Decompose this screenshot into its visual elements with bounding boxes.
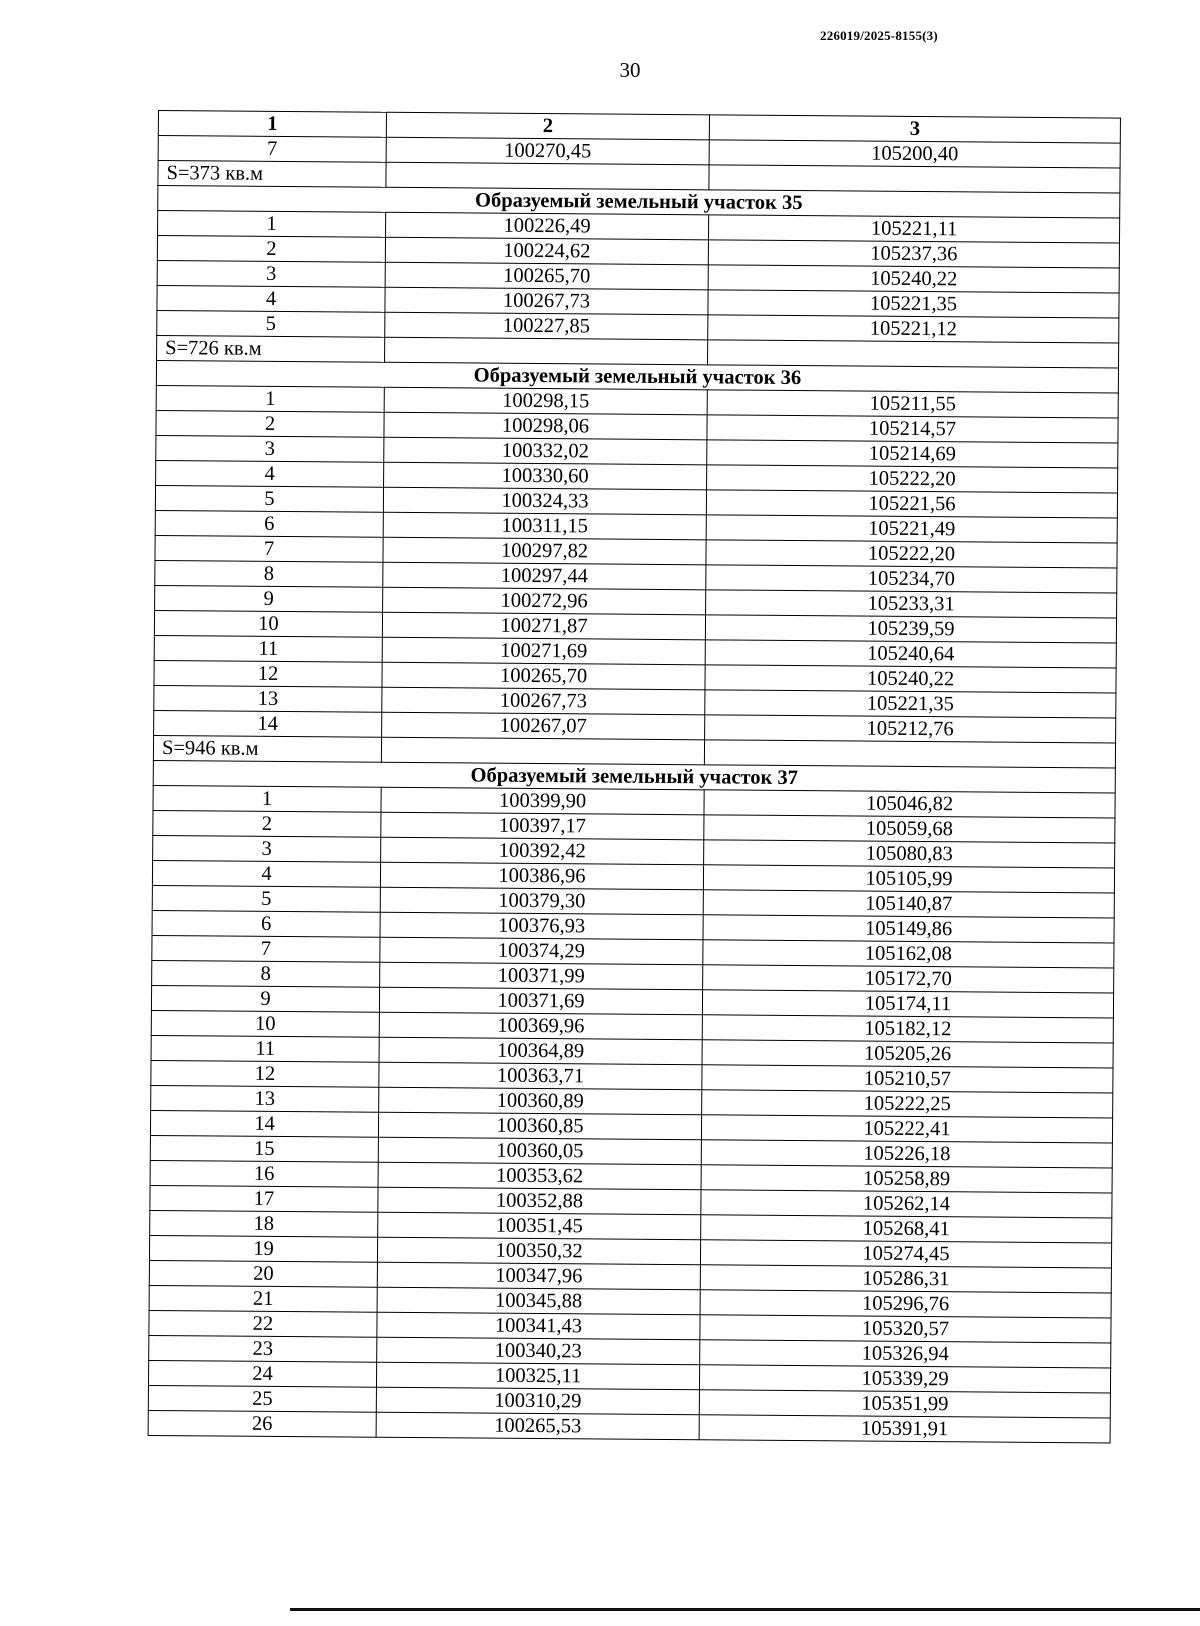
- point-number: 10: [154, 610, 382, 637]
- coordinate-y: 105200,40: [709, 140, 1120, 168]
- point-number: 22: [149, 1310, 377, 1337]
- point-number: 10: [151, 1010, 379, 1037]
- header-cell: 2: [386, 112, 709, 140]
- coordinate-x: 100374,29: [380, 937, 703, 965]
- coordinate-x: 100363,71: [379, 1062, 702, 1090]
- coordinate-x: 100386,96: [380, 862, 703, 890]
- coordinate-y: 105211,55: [707, 390, 1118, 418]
- coordinate-y: 105222,41: [701, 1115, 1112, 1143]
- point-number: 11: [154, 635, 382, 662]
- coordinate-y: 105339,29: [699, 1365, 1110, 1393]
- coordinate-y: 105172,70: [703, 965, 1114, 993]
- coordinate-y: 105222,20: [706, 540, 1117, 568]
- section-title: Образуемый земельный участок 35: [158, 186, 1120, 219]
- point-number: 4: [156, 460, 384, 487]
- coordinate-y: 105237,36: [708, 240, 1119, 268]
- coordinate-y: 105210,57: [702, 1065, 1113, 1093]
- document-number: 226019/2025-8155(3): [820, 28, 938, 43]
- coordinate-x: 100353,62: [378, 1162, 701, 1190]
- coordinate-x: 100226,49: [386, 212, 709, 240]
- coordinate-y: 105226,18: [701, 1140, 1112, 1168]
- coordinate-y: 105214,57: [707, 415, 1118, 443]
- point-number: 12: [151, 1060, 379, 1087]
- point-number: 5: [152, 885, 380, 912]
- empty-cell: [708, 340, 1119, 368]
- point-number: 26: [148, 1410, 376, 1437]
- coordinate-x: 100379,30: [380, 887, 703, 915]
- point-number: 19: [149, 1235, 377, 1262]
- point-number: 15: [150, 1135, 378, 1162]
- coordinate-y: 105140,87: [703, 890, 1114, 918]
- area-value: S=726 кв.м: [157, 335, 385, 362]
- bottom-rule: [290, 1608, 1200, 1611]
- point-number: 2: [153, 810, 381, 837]
- coordinate-x: 100397,17: [381, 812, 704, 840]
- coordinate-x: 100297,44: [383, 562, 706, 590]
- point-number: 5: [157, 310, 385, 337]
- point-number: 7: [158, 136, 386, 163]
- point-number: 8: [152, 960, 380, 987]
- point-number: 14: [154, 710, 382, 737]
- coordinate-x: 100265,53: [376, 1412, 699, 1440]
- coordinate-x: 100298,06: [384, 412, 707, 440]
- coordinate-y: 105174,11: [702, 990, 1113, 1018]
- coordinate-y: 105182,12: [702, 1015, 1113, 1043]
- coordinate-y: 105214,69: [707, 440, 1118, 468]
- empty-cell: [709, 165, 1120, 193]
- coordinate-y: 105286,31: [700, 1265, 1111, 1293]
- coordinate-x: 100271,87: [382, 612, 705, 640]
- coordinate-y: 105239,59: [705, 615, 1116, 643]
- coordinate-y: 105240,22: [708, 265, 1119, 293]
- coordinate-x: 100224,62: [385, 237, 708, 265]
- coordinate-x: 100311,15: [383, 512, 706, 540]
- point-number: 8: [155, 560, 383, 587]
- page-number: 30: [619, 58, 641, 82]
- coordinate-y: 105391,91: [699, 1415, 1110, 1443]
- point-number: 21: [149, 1285, 377, 1312]
- coordinate-y: 105351,99: [699, 1390, 1110, 1418]
- coordinate-y: 105274,45: [700, 1240, 1111, 1268]
- point-number: 23: [149, 1335, 377, 1362]
- point-number: 2: [157, 236, 385, 263]
- coordinate-y: 105268,41: [701, 1215, 1112, 1243]
- coordinate-y: 105149,86: [703, 915, 1114, 943]
- area-value: S=946 кв.м: [153, 735, 381, 762]
- coordinate-y: 105222,20: [707, 465, 1118, 493]
- point-number: 3: [157, 260, 385, 287]
- coordinate-x: 100267,07: [382, 712, 705, 740]
- coordinate-x: 100360,05: [378, 1137, 701, 1165]
- coordinate-x: 100392,42: [381, 837, 704, 865]
- coordinate-x: 100270,45: [386, 137, 709, 165]
- coordinate-x: 100352,88: [378, 1187, 701, 1215]
- coordinate-x: 100332,02: [384, 437, 707, 465]
- point-number: 6: [155, 510, 383, 537]
- coordinate-x: 100399,90: [381, 787, 704, 815]
- point-number: 16: [150, 1160, 378, 1187]
- point-number: 9: [155, 585, 383, 612]
- point-number: 14: [150, 1110, 378, 1137]
- coordinate-x: 100265,70: [385, 262, 708, 290]
- coordinate-y: 105240,64: [705, 640, 1116, 668]
- coordinate-y: 105222,25: [702, 1090, 1113, 1118]
- coordinate-x: 100341,43: [377, 1312, 700, 1340]
- coordinate-y: 105221,49: [706, 515, 1117, 543]
- coordinate-y: 105262,14: [701, 1190, 1112, 1218]
- empty-cell: [381, 737, 704, 765]
- coordinate-y: 105162,08: [703, 940, 1114, 968]
- point-number: 20: [149, 1260, 377, 1287]
- coordinate-x: 100227,85: [385, 312, 708, 340]
- point-number: 13: [154, 685, 382, 712]
- point-number: 3: [156, 435, 384, 462]
- coordinate-x: 100298,15: [384, 387, 707, 415]
- coordinate-x: 100340,23: [377, 1337, 700, 1365]
- point-number: 24: [148, 1360, 376, 1387]
- point-number: 18: [150, 1210, 378, 1237]
- coordinate-x: 100351,45: [378, 1212, 701, 1240]
- point-number: 7: [155, 535, 383, 562]
- point-number: 2: [156, 410, 384, 437]
- area-value: S=373 кв.м: [158, 161, 386, 188]
- empty-cell: [386, 162, 709, 190]
- coordinate-x: 100371,99: [380, 962, 703, 990]
- point-number: 6: [152, 910, 380, 937]
- coordinate-y: 105205,26: [702, 1040, 1113, 1068]
- empty-cell: [704, 740, 1115, 768]
- coordinate-y: 105105,99: [703, 865, 1114, 893]
- point-number: 25: [148, 1385, 376, 1412]
- coordinate-y: 105326,94: [700, 1340, 1111, 1368]
- point-number: 13: [151, 1085, 379, 1112]
- coordinate-y: 105046,82: [704, 790, 1115, 818]
- section-title: Образуемый земельный участок 36: [156, 360, 1118, 393]
- section-title: Образуемый земельный участок 37: [153, 760, 1115, 793]
- point-number: 11: [151, 1035, 379, 1062]
- point-number: 4: [152, 860, 380, 887]
- coordinates-table: [148, 110, 1121, 1444]
- coordinate-y: 105059,68: [704, 815, 1115, 843]
- point-number: 9: [151, 985, 379, 1012]
- point-number: 1: [156, 385, 384, 412]
- point-number: 1: [153, 785, 381, 812]
- point-number: 5: [155, 485, 383, 512]
- coordinate-x: 100376,93: [380, 912, 703, 940]
- coordinate-y: 105221,56: [706, 490, 1117, 518]
- coordinate-x: 100267,73: [382, 687, 705, 715]
- header-cell: 1: [158, 111, 386, 138]
- coordinate-x: 100371,69: [379, 987, 702, 1015]
- coordinate-y: 105221,35: [705, 690, 1116, 718]
- point-number: 1: [158, 211, 386, 238]
- empty-cell: [385, 337, 708, 365]
- point-number: 3: [153, 835, 381, 862]
- coordinate-x: 100267,73: [385, 287, 708, 315]
- coordinate-y: 105080,83: [704, 840, 1115, 868]
- coordinate-x: 100347,96: [377, 1262, 700, 1290]
- coordinate-x: 100325,11: [376, 1362, 699, 1390]
- coordinate-y: 105296,76: [700, 1290, 1111, 1318]
- coordinate-y: 105212,76: [705, 715, 1116, 743]
- point-number: 12: [154, 660, 382, 687]
- point-number: 4: [157, 285, 385, 312]
- coordinate-x: 100330,60: [384, 462, 707, 490]
- coordinate-y: 105258,89: [701, 1165, 1112, 1193]
- coordinate-x: 100297,82: [383, 537, 706, 565]
- coordinate-x: 100345,88: [377, 1287, 700, 1315]
- coordinate-y: 105221,11: [708, 215, 1119, 243]
- coordinate-x: 100360,85: [378, 1112, 701, 1140]
- coordinate-x: 100265,70: [382, 662, 705, 690]
- header-cell: 3: [709, 115, 1120, 143]
- coordinate-y: 105221,35: [708, 290, 1119, 318]
- coordinates-table-body: [148, 111, 1120, 1444]
- point-number: 7: [152, 935, 380, 962]
- coordinate-y: 105221,12: [708, 315, 1119, 343]
- point-number: 17: [150, 1185, 378, 1212]
- coordinate-x: 100324,33: [383, 487, 706, 515]
- coordinate-y: 105234,70: [706, 565, 1117, 593]
- coordinate-x: 100350,32: [377, 1237, 700, 1265]
- coordinate-x: 100272,96: [383, 587, 706, 615]
- coordinate-x: 100364,89: [379, 1037, 702, 1065]
- coordinate-y: 105233,31: [706, 590, 1117, 618]
- coordinate-x: 100369,96: [379, 1012, 702, 1040]
- coordinate-x: 100310,29: [376, 1387, 699, 1415]
- coordinate-y: 105320,57: [700, 1315, 1111, 1343]
- coordinate-x: 100271,69: [382, 637, 705, 665]
- coordinate-y: 105240,22: [705, 665, 1116, 693]
- coordinate-x: 100360,89: [379, 1087, 702, 1115]
